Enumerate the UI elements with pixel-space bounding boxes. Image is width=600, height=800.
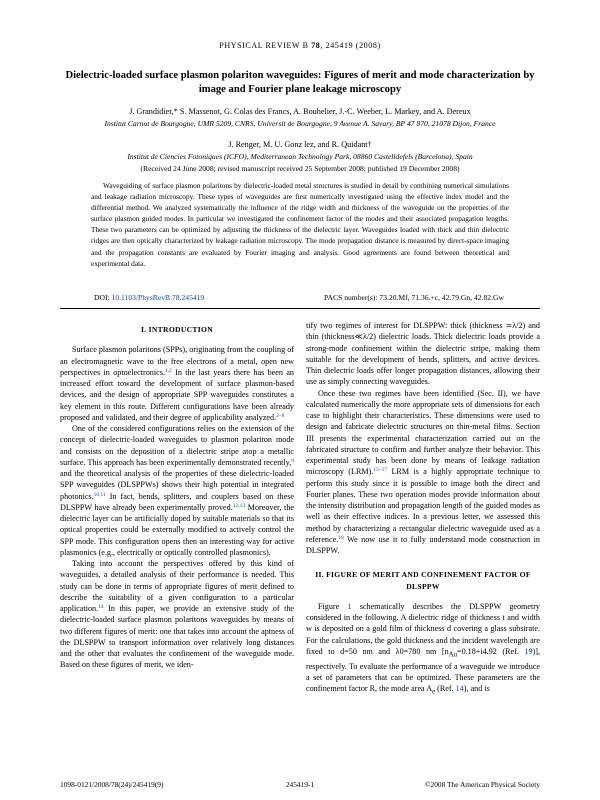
reference-link[interactable]: 14 [98,604,104,610]
author-list-2: J. Renger, M. U. Gonz lez, and R. Quidant† [228,140,372,149]
section-heading-figure-of-merit: II. FIGURE OF MERIT AND CONFINEMENT FACTOR OF DLSPPW [315,570,531,591]
footer-code: 1098-0121/2008/78(24)/245419(9) [60,780,164,789]
pacs-numbers: PACS number(s): 73.20.Mf, 71.36.+c, 42.79.Gn, 42.82.Gw [324,293,504,302]
received-dates: (Received 24 June 2008; revised manuscript received 25 September 2008; published 19 December 2008) [140,164,460,173]
reference-link[interactable]: 14 [455,684,464,694]
author-list-1: J. Grandidier,* S. Massenot, G. Colas des Francs, A. Bouhelier, J.-C. Weeber, L. Markey, and A. Dereux [129,107,471,116]
copyright: ©2008 The American Physical Society [424,780,540,789]
journal-name: PHYSICAL REVIEW B [219,41,309,50]
figure-link[interactable]: 1 [347,601,352,611]
reference-link[interactable]: 2–8 [276,412,285,419]
affiliation-1: Institut Carnot de Bourgogne, UMR 5209, CNRS, Universit de Bourgogne, 9 Avenue A. Savary, BP 47 870, 21078 Dijon, France [104,119,496,128]
doi-link[interactable]: 10.1103/PhysRevB.78.245419 [111,293,205,302]
left-column [60,320,294,671]
paragraph: tify two regimes of interest for DLSPPW: thick (thickness ≃λ/2) and thin (thickness≪λ/2) dielectric loads. Thick dielectric loads provide a strong-mode confinement within the dielectric stripe, making them suitable for the development of bends, splitters, and active devices. Thin dielectric loads offer longer propagation distances, allowing their use as simply connecting waveguides. [306,321,540,387]
reference-link[interactable]: 15–17 [373,467,388,474]
reference-link[interactable]: 9 [291,457,294,464]
reference-link[interactable]: 10,11 [93,491,106,498]
paragraph: Once these two regimes have been identified (Sec. II), we have calculated numerically the more appropriate sets of dimensions for each case to highlight their characteristics. These dimensions were used to design and fabricate dielectric structures on thin-metal films. Section III presents the experimental characterization carried out on the fabricated structure to confirm and further analyze their behavior. This experimental study has been done by means of leakage radiation microscopy (LRM).$^{15-17}$ LRM is a highly appropriate technique to perform this study since it is possible to image both the direct and Fourier planes. These two operation modes provide information about the intensity distribution and propagation length of the guided modes as well as their effective indices. In a previous letter, we assessed this method by characterizing a rectangular dielectric waveguide used as a reference.$^{18}$ We now use it to fully understand mode construction in DLSPPW. [306,388,541,555]
paragraph: Taking into account the perspectives offered by this kind of waveguides, a detailed analysis of their performance is needed. This study can be done in terms of appropriate figures of merit defined to describe the suitability of a given configuration to a particular application.$^{14}$ In this paper, we provide an extensive study of the dielectric-loaded surface plasmon polaritons waveguides by means of two different figures of merit: one that takes into account the aptness of the DLSPPW to transport information over relatively long distances and the other that evaluates the confinement of the waveguide mode. Based on these figures of merit, we iden- [60,559,294,670]
abstract: Waveguiding of surface plasmon polaritons by dielectric-loaded metal structures is studied in detail by combining numerical simulations and leakage radiation microscopy. These types of waveguides are first numerically investigated using the effective index model and the differential method. We analyzed systematically the influence of the ridge width and thickness of the waveguide on the properties of the surface plasmon guided modes. In particular we investigated the confinement factor of the modes and their associated propagation lengths. These two parameters can be optimized by adjusting the thickness of the dielectric layer. Waveguides loaded with thick and thin dielectric ridges are then optically characterized by leakage radiation microscopy. The mode propagation distance is measured by direct-space imaging and the propagation constants are evaluated by Fourier imaging and analysis. Good agreements are found between theoretical and experimental data. [91,181,509,268]
paragraph: One of the considered configurations relies on the extension of the concept of dielectric-loaded waveguides to plasmon polariton mode and consists on the deposition of a dielectric stripe atop a metallic surface. This approach has been experimentally demonstrated recently,$^9$ and the theoretical analysis of the properties of these dielectric-loaded SPP waveguides (DLSPPWs) shows their high potential in integrated photonics.$^{10,11}$ In fact, bends, splitters, and couplers based on these DLSPPW have already been experimentally proved.$^{12,13}$ Moreover, the dielectric layer can be artificially doped by suitable materials so that its optical properties could be externally modified to actively control the SPP mode. This configuration opens then an interesting way for active plasmonics (e.g., electrically or optically controlled plasmonics). [60,424,294,557]
reference-link[interactable]: 1,2 [164,367,172,374]
paragraph: Surface plasmon polaritons (SPPs), originating from the coupling of an electromagnetic wave to the free electrons of a metal, open new perspectives in optoelectronics.$^{1,2}$ In the last years there has been an increased effort toward the development of surface plasmon-based devices, and the design of appropriate SPP waveguides constitutes a key element in this route. Different configurations have been already proposed and validated, and their degree of applicability analyzed.$^{2-8}$ [60,345,294,422]
reference-link[interactable]: 19 [524,646,533,656]
journal-citation: , 245419 (2008) [320,41,381,50]
journal-volume: 78 [311,41,321,50]
doi-label: DOI: [94,293,112,302]
journal-running-header [0,41,600,50]
paragraph: Figure 1 schematically describes the DLSPPW geometry considered in the following. A dielectric ridge of thickness t and width w is deposited on a gold film of thickness d covering a glass substrate. For the calculations, the gold thickness and the incident wavelength are fixed to d=50 nm and λ0=780 nm [$n_{Au}=0.18+i4.92$ (Ref. 19)], respectively. To evaluate the performance of a waveguide we introduce a set of parameters that can be optimized. These parameters are the confinement factor R, the mode area $A_e$ (Ref. 14), and is [306,601,540,696]
reference-link[interactable]: 18 [338,534,344,541]
reference-link[interactable]: 12,13 [232,502,246,509]
paper-title: Dielectric-loaded surface plasmon polariton waveguides: Figures of merit and mode characterization by image and Fourier plane leakage microscopy [65,70,535,95]
header-divider [60,308,540,309]
right-column [306,320,540,698]
page-number: 245419-1 [285,780,315,789]
affiliation-2: Institut de Ciencies Fotoniques (ICFO), Mediterranean Technology Park, 08860 Castelldefels (Barcelona), Spain [127,152,473,161]
section-heading-introduction: I. INTRODUCTION [140,325,213,334]
doi [94,293,204,302]
